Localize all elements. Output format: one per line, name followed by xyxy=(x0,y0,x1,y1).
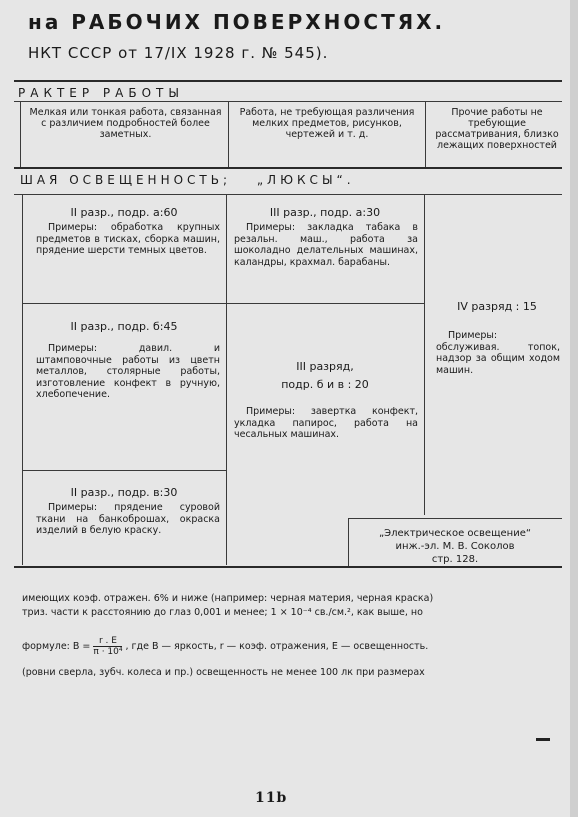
cell-head-2b: II разр., подр. б:45 xyxy=(70,320,178,333)
formula-suffix: , где В — яркость, r — коэф. отражения, Е — освещенность. xyxy=(125,641,429,652)
grid-rule xyxy=(22,470,226,471)
cell-text-3a: Примеры: закладка табака в резальн. маш., работа за шоколадно делательных машинах, каландры, крахмал. барабаны. xyxy=(234,222,418,268)
cell-text-2b: Примеры: давил. и штамповочные работы из цветн металлов, столярные работы, изготовление конфект в ручную, хлебопечение. xyxy=(36,343,220,400)
grid-rule xyxy=(424,195,425,515)
formula-denominator: π · 10⁴ xyxy=(93,647,123,657)
work-character-band: РАКТЕР РАБОТЫ xyxy=(18,86,184,100)
cell-head-3bv-line2: подр. б и в : 20 xyxy=(281,378,369,391)
column-header-other-work: Прочие работы не требующие рассматривания, близко лежащих поверхностей xyxy=(435,107,559,151)
cell-text-2v: Примеры: прядение суровой ткани на банкоброшах, окраска изделий в белую краску. xyxy=(36,502,220,536)
column-header-fine-work: Мелкая или тонкая работа, связанная с различием подробностей более заметных. xyxy=(29,107,222,140)
decree-reference: НКТ СССР от 17/IX 1928 г. № 545). xyxy=(28,44,329,62)
lux-label: „ЛЮКСЫ“. xyxy=(256,173,355,187)
band-divider xyxy=(14,101,562,102)
formula-line xyxy=(22,636,428,657)
illumination-band-label: ШАЯ ОСВЕЩЕННОСТЬ; xyxy=(20,173,232,187)
note-line-1: имеющих коэф. отражен. 6% и ниже (например: черная материя, черная краска) xyxy=(22,593,434,604)
column-rule xyxy=(20,101,21,167)
cell-text-2a: Примеры: обработка крупных предметов в тисках, сборка машин, прядение шерсти темных цветов. xyxy=(36,222,220,256)
page-number: 11b xyxy=(255,790,288,806)
note-line-2: триз. части к расстоянию до глаз 0,001 и менее; 1 × 10⁻⁴ св./см.², как выше, но xyxy=(22,607,423,618)
reference-line-2: инж.-эл. М. В. Соколов xyxy=(395,541,515,552)
grid-rule xyxy=(226,195,227,565)
grid-rule xyxy=(22,303,226,304)
cell-head-2a: II разр., подр. а:60 xyxy=(70,206,178,219)
grid-rule xyxy=(22,195,23,565)
cell-text-3bv: Примеры: завертка конфект, укладка папирос, работа на чесальных машинах. xyxy=(234,406,418,440)
formula-prefix: формуле: В = xyxy=(22,641,91,652)
cell-head-4: IV разряд : 15 xyxy=(457,300,537,313)
band-rule xyxy=(14,194,562,195)
formula-numerator: r . E xyxy=(93,636,122,647)
column-header-general-work: Работа, не требующая различения мелких предметов, рисунков, чертежей и т. д. xyxy=(239,107,415,140)
page-edge xyxy=(570,0,578,817)
column-rule xyxy=(228,101,229,167)
grid-rule xyxy=(226,303,424,304)
table-bottom-rule xyxy=(14,566,562,568)
reference-box-rule xyxy=(348,518,349,566)
reference-line-1: „Электрическое освещение“ xyxy=(378,528,532,539)
reference-citation xyxy=(352,527,558,566)
cell-head-3a: III разр., подр. а:30 xyxy=(269,206,381,219)
cell-head-2v: II разр., подр. в:30 xyxy=(70,486,178,499)
reference-box-rule xyxy=(348,518,562,519)
ink-mark xyxy=(536,738,550,741)
cell-head-3bv-line1: III разряд, xyxy=(296,360,354,373)
band-rule xyxy=(14,167,562,169)
illumination-band xyxy=(20,173,355,187)
formula-fraction xyxy=(93,636,122,657)
reference-line-3: стр. 128. xyxy=(431,554,479,565)
column-rule xyxy=(425,101,426,167)
page-title: на РАБОЧИХ ПОВЕРХНОСТЯХ. xyxy=(28,10,446,34)
table-top-rule xyxy=(14,80,562,82)
note-line-4: (ровни сверла, зубч. колеса и пр.) освещенность не менее 100 лк при размерах xyxy=(22,667,425,678)
cell-text-4: Примеры: обслуживая. топок, надзор за общим ходом машин. xyxy=(436,330,560,376)
